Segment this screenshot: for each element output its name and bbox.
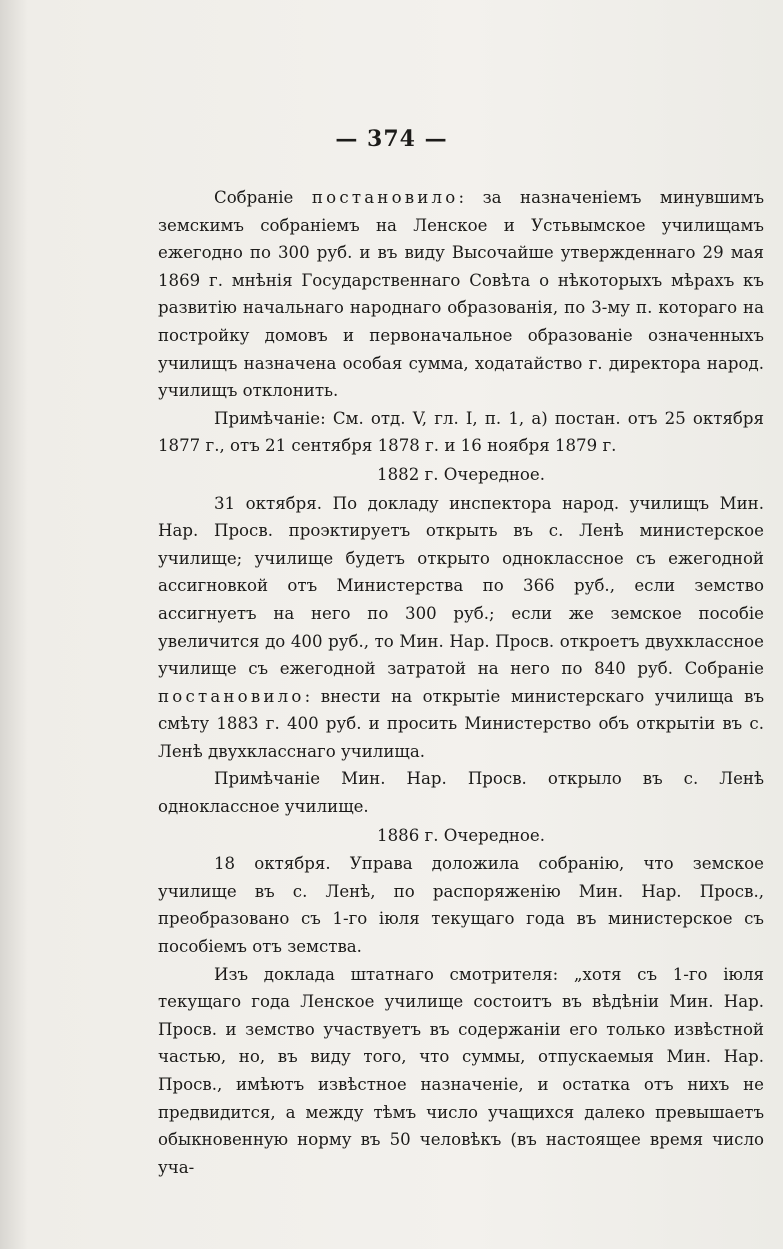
paragraph-lead: Собраніе	[214, 188, 312, 207]
spaced-word: постановило	[311, 188, 459, 207]
spaced-word: постановило	[158, 686, 305, 706]
paragraph-text: 31 октября. По докладу инспектора народ. училищъ Мин. Нар. Просв. проэктируетъ открыть въ с. Ленѣ министерское училище; училище будетъ открыто одноклассное съ ежегодной ассигновкой отъ Министерства по 366 руб., если земство ассигнуетъ на него по 300 руб.; если же земское пособіе увеличится до 400 руб., то Мин. Нар. Просв. откроетъ двухклассное училище съ ежегодной затратой на него по 840 руб. Собраніе	[158, 493, 764, 679]
paragraph-rest: : внести на открытіе министерскаго училища въ смѣту 1883 г. 400 руб. и просить Министерство объ открытіи въ с. Ленѣ двухкласснаго училища.	[158, 686, 764, 761]
paragraph-rest: : за назначеніемъ минувшимъ земскимъ собраніемъ на Ленское и Устьвымское училищамъ ежегодно по 300 руб. и въ виду Высочайше утвержденнаго 29 мая 1869 г. мнѣнія Государственнаго Совѣта о нѣкоторыхъ мѣрахъ къ развитію начальнаго народнаго образованія, по 3-му п. котораго на постройку домовъ и первоначальное образованіе означенныхъ училищъ назначена особая сумма, ходатайство г. директора народ. училищъ отклонить.	[158, 188, 765, 401]
paragraph-note-1: Примѣчаніе: См. отд. V, гл. I, п. 1, а) постан. отъ 25 октября 1877 г., отъ 21 сентября 1878 г. и 16 ноября 1879 г.	[158, 408, 764, 456]
body-text	[158, 184, 764, 1181]
paragraph-assembly-decision	[158, 184, 764, 405]
paragraph-inspector-report: Изъ доклада штатнаго смотрителя: „хотя съ 1-го іюля текущаго года Ленское училище состоитъ въ вѣдѣніи Мин. Нар. Просв. и земство участвуетъ въ содержаніи его только извѣстной частью, но, въ виду того, что суммы, отпускаемыя Мин. Нар. Просв., имѣютъ извѣстное назначеніе, и остатка отъ нихъ не предвидится, а между тѣмъ число учащихся далеко превышаетъ обыкновенную норму въ 50 человѣкъ (въ настоящее время число уча-	[158, 964, 764, 1177]
paragraph-october-31	[158, 490, 764, 766]
section-heading-1886: 1886 г. Очередное.	[377, 825, 545, 845]
paragraph-note-2: Примѣчаніе Мин. Нар. Просв. открыло въ с. Ленѣ одноклассное училище.	[158, 769, 764, 817]
paragraph-october-18: 18 октября. Управа доложила собранію, что земское училище въ с. Ленѣ, по распоряженію Мин. Нар. Просв., преобразовано съ 1-го іюля текущаго года въ министерское съ пособіемъ отъ земства.	[158, 854, 764, 957]
page-number: — 374 —	[335, 126, 448, 152]
section-heading-1882: 1882 г. Очередное.	[377, 464, 545, 484]
